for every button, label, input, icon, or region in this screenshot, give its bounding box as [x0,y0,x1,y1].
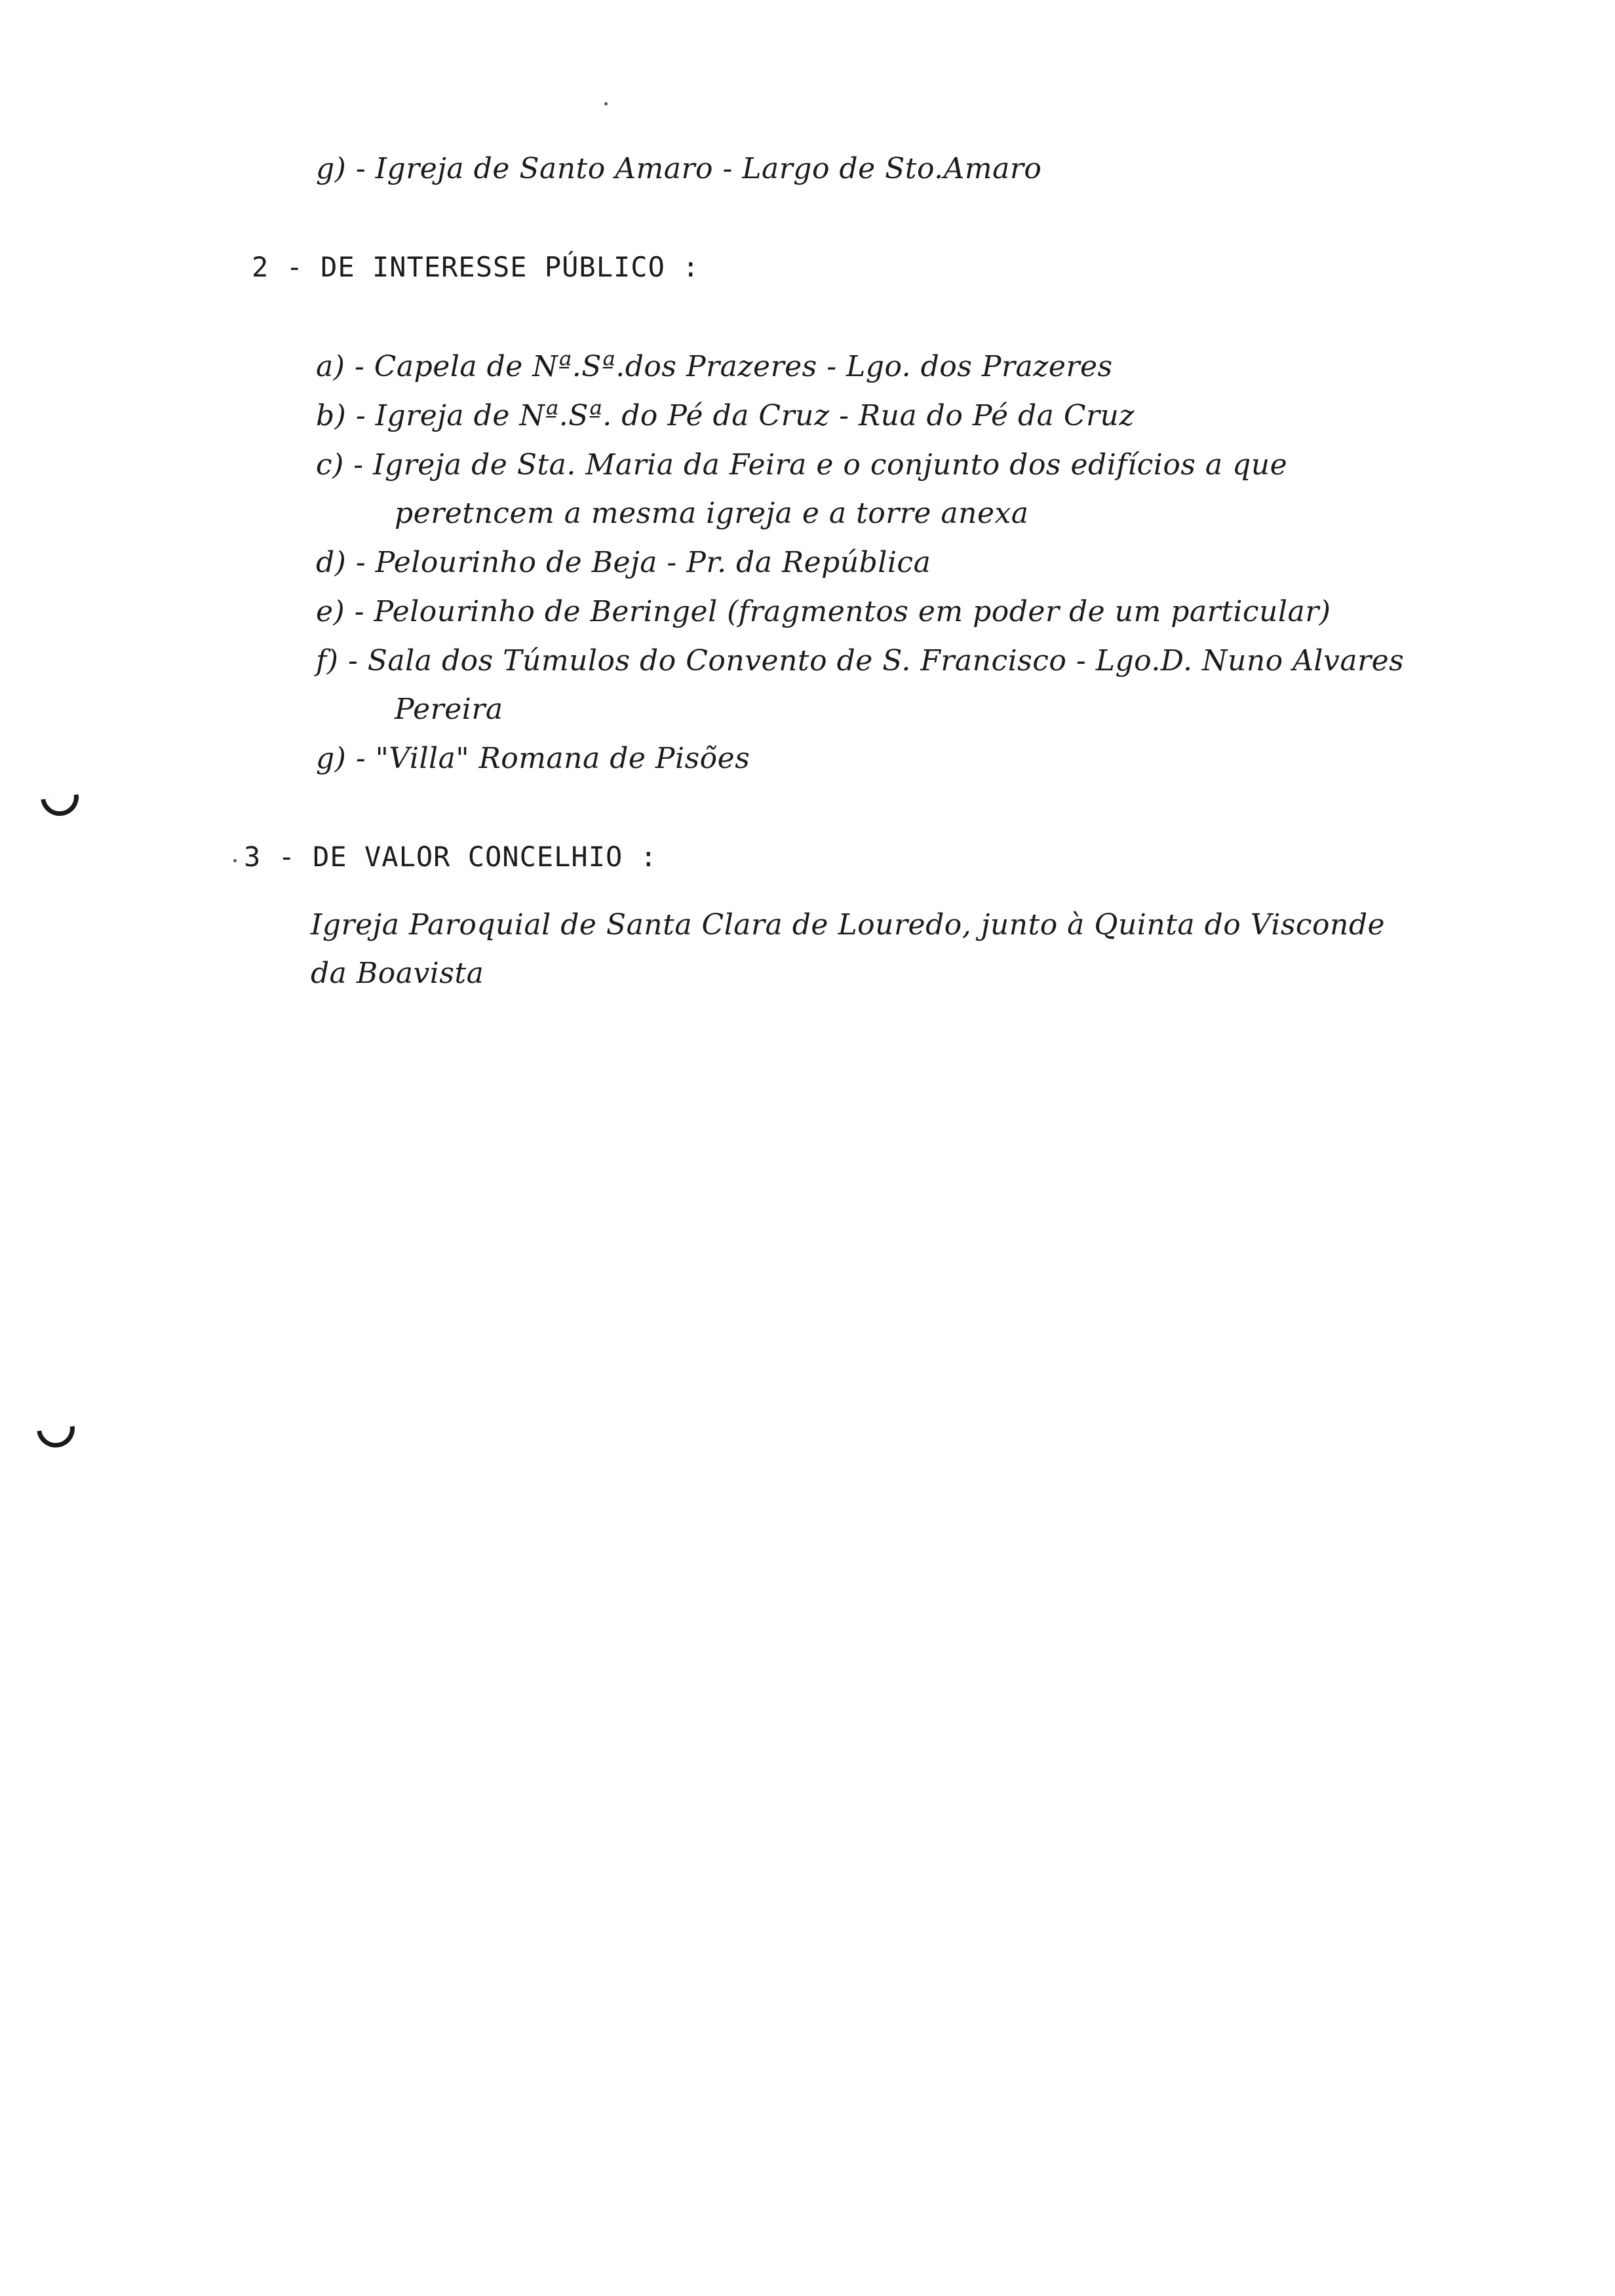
scan-speck [604,102,608,105]
binder-hole-mark [37,1426,77,1450]
paragraph-line: da Boavista [311,957,484,990]
list-item-continuation: Pereira [395,693,503,726]
list-item: b) - Igreja de Nª.Sª. do Pé da Cruz - Rua do Pé da Cruz [316,399,1135,432]
section-heading: 3 - DE VALOR CONCELHIO : [244,841,657,873]
list-item: g) - "Villa" Romana de Pisões [316,742,750,775]
list-item: d) - Pelourinho de Beja - Pr. da República [316,546,931,579]
binder-hole-mark [41,794,81,818]
scan-speck [233,859,237,862]
list-item: f) - Sala dos Túmulos do Convento de S. Francisco - Lgo.D. Nuno Alvares [316,644,1405,678]
list-item-continuation: peretncem a mesma igreja e a torre anexa [395,497,1029,530]
list-item: e) - Pelourinho de Beringel (fragmentos em poder de um particular) [316,595,1331,628]
list-item: g) - Igreja de Santo Amaro - Largo de Sto.Amaro [316,152,1042,185]
section-heading: 2 - DE INTERESSE PÚBLICO : [252,251,700,283]
paragraph-line: Igreja Paroquial de Santa Clara de Louredo, junto à Quinta do Visconde [311,908,1386,942]
list-item: a) - Capela de Nª.Sª.dos Prazeres - Lgo. dos Prazeres [316,350,1113,383]
list-item: c) - Igreja de Sta. Maria da Feira e o conjunto dos edifícios a que [316,448,1288,482]
